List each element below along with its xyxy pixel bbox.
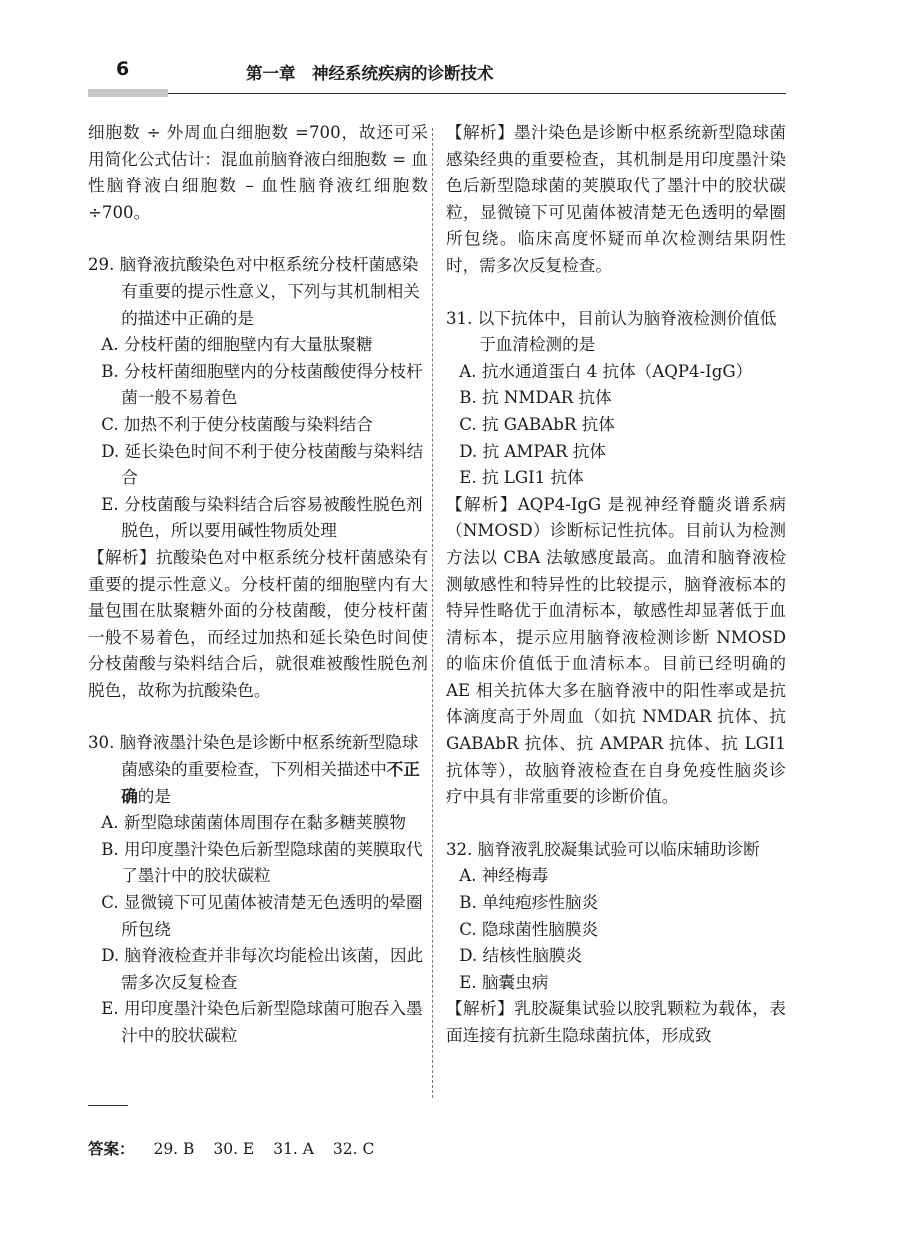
question-30-option-c: C. 显微镜下可见菌体被清楚无色透明的晕圈所包绕 bbox=[101, 893, 423, 939]
question-30 bbox=[88, 730, 428, 1049]
answer-key bbox=[88, 1137, 388, 1159]
intro-paragraph: 细胞数 ÷ 外周血白细胞数 =700，故还可采用简化公式估计：混血前脑脊液白细胞数 = 血性脑脊液白细胞数 – 血性脑脊液红细胞数 ÷700。 bbox=[88, 123, 428, 222]
page-header bbox=[88, 58, 786, 98]
answer-29: 29. B bbox=[153, 1140, 195, 1158]
question-32-option-e: E. 脑囊虫病 bbox=[459, 972, 549, 992]
right-column bbox=[446, 120, 786, 1050]
question-32-option-c: C. 隐球菌性脑膜炎 bbox=[459, 919, 599, 939]
question-31-option-b: B. 抗 NMDAR 抗体 bbox=[459, 388, 612, 408]
question-32-stem: 32. 脑脊液乳胶凝集试验可以临床辅助诊断 bbox=[446, 839, 760, 859]
question-31-option-a: A. 抗水通道蛋白 4 抗体（AQP4-IgG） bbox=[459, 361, 753, 381]
chapter-title: 第一章 神经系统疾病的诊断技术 bbox=[246, 64, 494, 83]
question-30-option-e: E. 用印度墨汁染色后新型隐球菌可胞吞入墨汁中的胶状碳粒 bbox=[101, 999, 423, 1045]
question-32-analysis: 【解析】乳胶凝集试验以胶乳颗粒为载体，表面连接有抗新生隐球菌抗体，形成致 bbox=[446, 999, 786, 1045]
question-29-option-a: A. 分枝杆菌的细胞壁内有大量肽聚糖 bbox=[101, 335, 373, 355]
answer-key-label: 答案： bbox=[88, 1140, 135, 1158]
column-divider bbox=[432, 128, 433, 1098]
question-31 bbox=[446, 306, 786, 811]
page-number: 6 bbox=[116, 58, 130, 80]
question-32-option-b: B. 单纯疱疹性脑炎 bbox=[459, 893, 599, 913]
question-32-option-d: D. 结核性脑膜炎 bbox=[459, 946, 583, 966]
question-29-option-d: D. 延长染色时间不利于使分枝菌酸与染料结合 bbox=[101, 441, 424, 488]
question-29-option-c: C. 加热不利于使分枝菌酸与染料结合 bbox=[101, 414, 373, 434]
question-29-option-b: B. 分枝杆菌细胞壁内的分枝菌酸使得分枝杆菌一般不易着色 bbox=[101, 361, 423, 408]
question-31-stem: 31. 以下抗体中，目前认为脑脊液检测价值低于血清检测的是 bbox=[446, 308, 777, 355]
question-32 bbox=[446, 837, 786, 1050]
question-31-analysis: 【解析】AQP4-IgG 是视神经脊髓炎谱系病（NMOSD）诊断标记性抗体。目前认为检测方法以 CBA 法敏感度最高。血清和脑脊液检测敏感性和特异性的比较提示，脑脊液标本的特异性略优于血清标本，敏感性却显著低于血清标本，提示应用脑脊液检测诊断 NMOSD 的临床价值低于血清标本。目前已经明确的 AE 相关抗体大多在脑脊液中的阳性率或是抗体滴度高于外周血（如抗 NMDAR 抗体、抗 GABAbR 抗体、抗 AMPAR 抗体、抗 LGI1 抗体等），故脑脊液检查在自身免疫性脑炎诊疗中具有非常重要的诊断价值。 bbox=[446, 494, 786, 807]
answer-30: 30. E bbox=[213, 1140, 255, 1158]
question-29-stem: 29. 脑脊液抗酸染色对中枢系统分枝杆菌感染有重要的提示性意义，下列与其机制相关的描述中正确的是 bbox=[88, 255, 420, 328]
question-30-option-d: D. 脑脊液检查并非每次均能检出该菌，因此需多次反复检查 bbox=[101, 946, 424, 992]
question-31-option-c: C. 抗 GABAbR 抗体 bbox=[459, 414, 615, 434]
footnote-rule bbox=[88, 1105, 128, 1106]
question-31-option-e: E. 抗 LGI1 抗体 bbox=[459, 468, 584, 488]
emphasis-not-correct: 不正确 bbox=[121, 760, 420, 806]
question-30-option-a: A. 新型隐球菌菌体周围存在黏多糖荚膜物 bbox=[101, 813, 406, 833]
question-30-option-b: B. 用印度墨汁染色后新型隐球菌的荚膜取代了墨汁中的胶状碳粒 bbox=[101, 839, 423, 886]
question-29-analysis: 【解析】抗酸染色对中枢系统分枝杆菌感染有重要的提示性意义。分枝杆菌的细胞壁内有大量包围在肽聚糖外面的分枝菌酸，使分枝杆菌一般不易着色，而经过加热和延长染色时间使分枝菌酸与染料结合后，就很难被酸性脱色剂脱色，故称为抗酸染色。 bbox=[88, 547, 428, 700]
header-rule bbox=[168, 93, 786, 94]
question-31-option-d: D. 抗 AMPAR 抗体 bbox=[459, 441, 606, 461]
left-column bbox=[88, 120, 428, 1050]
header-gray-bar bbox=[88, 89, 168, 97]
question-30-analysis: 【解析】墨汁染色是诊断中枢系统新型隐球菌感染经典的重要检查，其机制是用印度墨汁染色后新型隐球菌的荚膜取代了墨汁中的胶状碳粒，显微镜下可见菌体被清楚无色透明的晕圈所包绕。临床高度怀疑而单次检测结果阴性时，需多次反复检查。 bbox=[446, 123, 786, 275]
question-30-stem: 30. 脑脊液墨汁染色是诊断中枢系统新型隐球菌感染的重要检查，下列相关描述中不正确的是 bbox=[88, 733, 420, 806]
question-29 bbox=[88, 252, 428, 704]
answer-31: 31. A bbox=[273, 1140, 314, 1158]
question-29-option-e: E. 分枝菌酸与染料结合后容易被酸性脱色剂脱色，所以要用碱性物质处理 bbox=[101, 494, 423, 541]
question-32-option-a: A. 神经梅毒 bbox=[459, 866, 549, 886]
answer-32: 32. C bbox=[332, 1140, 375, 1158]
